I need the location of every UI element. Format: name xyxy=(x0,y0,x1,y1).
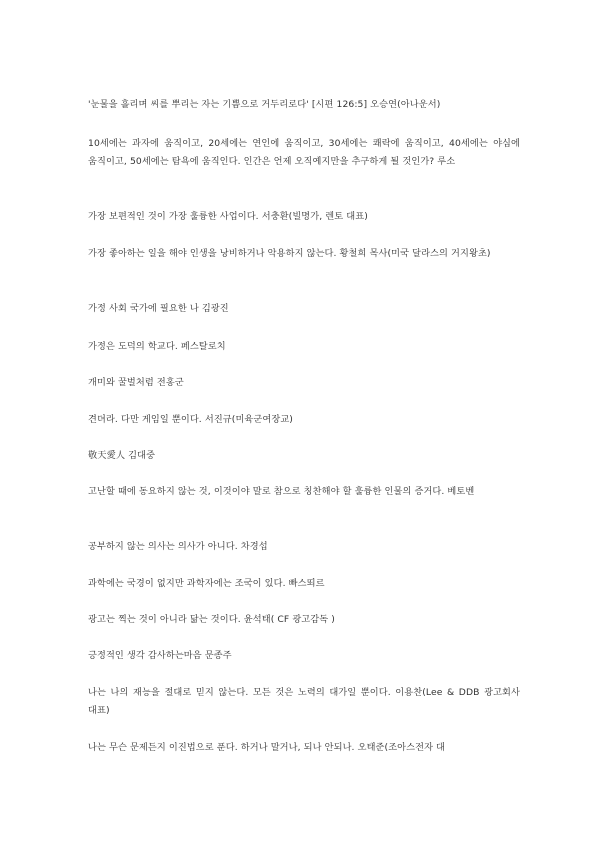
quote-paragraph: 견뎌라. 다만 게임일 뿐이다. 서진규(미육군여장교) xyxy=(88,414,293,425)
quote-paragraph: 가정은 도덕의 학교다. 페스탈로치 xyxy=(88,341,226,352)
quote-paragraph: 가정 사회 국가에 필요한 나 김광진 xyxy=(88,303,229,314)
quote-paragraph: 가장 좋아하는 일을 해야 인생을 낭비하거나 악용하지 않는다. 황철희 목사(미국 달라스의 거지왕초) xyxy=(88,248,491,259)
quote-paragraph: 나는 나의 재능을 절대로 믿지 않는다. 모든 것은 노력의 대가일 뿐이다. 이용찬(Lee & DDB 광고회사 대표) xyxy=(88,687,520,716)
quote-paragraph: 과학에는 국경이 없지만 과학자에는 조국이 있다. 빠스뙤르 xyxy=(88,578,325,589)
quote-paragraph: 공부하지 않는 의사는 의사가 아니다. 차경섭 xyxy=(88,541,268,552)
quote-paragraph: 긍정적인 생각 감사하는마음 문종주 xyxy=(88,650,232,661)
quote-paragraph: 개미와 꿀벌처럼 전홍군 xyxy=(88,377,184,388)
quote-paragraph: 나는 무슨 문제든지 이진법으로 푼다. 하거나 말거나, 되나 안되나. 오태준(조아스전자 대 xyxy=(88,742,446,753)
quote-paragraph: 광고는 찍는 것이 아니라 닮는 것이다. 윤석태( CF 광고감독 ) xyxy=(88,614,335,625)
quote-paragraph: 가장 보편적인 것이 가장 훌륭한 사업이다. 서충환(빌명가, 렌토 대표) xyxy=(88,211,368,222)
quote-paragraph: 10세에는 과자에 움직이고, 20세에는 연인에 움직이고, 30세에는 쾌락에 움직이고, 40세에는 야심에 움직이고, 50세에는 탐욕에 움직인다. 인간은 언제 오직예지만을 추구하게 될 것인가? 루소 xyxy=(88,138,520,167)
quote-paragraph: 敬天愛人 김대중 xyxy=(88,450,156,461)
quote-paragraph: 고난할 때에 동요하지 않는 것, 이것이야 말로 참으로 칭찬해야 할 훌륭한 인물의 증거다. 베토벤 xyxy=(88,486,475,497)
quote-paragraph: '눈물을 흘리며 씨를 뿌리는 자는 기쁨으로 거두리로다' [시편 126:5] 오승연(아나운서) xyxy=(88,99,441,110)
